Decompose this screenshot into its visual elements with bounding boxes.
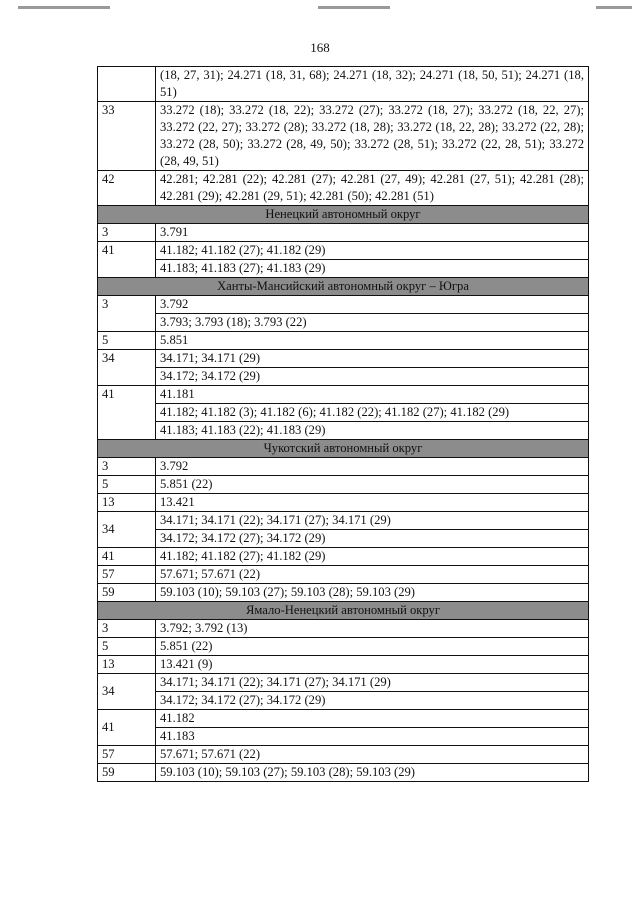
- values-cell: 33.272 (18); 33.272 (18, 22); 33.272 (27); 33.272 (18, 27); 33.272 (18, 22, 27); 33.272 (22, 27); 33.272 (28); 33.272 (18, 28); 33.272 (18, 22, 28); 33.272 (22, 28); 33.272 (28, 50); 33.272 (28, 49, 50); 33.272 (28, 51); 33.272 (22, 28, 51); 33.272 (28, 49, 51): [156, 102, 589, 171]
- code-cell: 59: [98, 764, 156, 782]
- region-section-header: [98, 206, 589, 224]
- code-cell: 41: [98, 548, 156, 566]
- values-cell: 41.183; 41.183 (27); 41.183 (29): [156, 260, 589, 278]
- code-cell: 57: [98, 566, 156, 584]
- code-cell: 3: [98, 296, 156, 332]
- table-row: [98, 422, 589, 440]
- values-cell: 57.671; 57.671 (22): [156, 566, 589, 584]
- table-row: [98, 692, 589, 710]
- table-row: [98, 548, 589, 566]
- table-row: [98, 674, 589, 692]
- table-row: [98, 260, 589, 278]
- table-row: [98, 566, 589, 584]
- values-cell: 34.172; 34.172 (29): [156, 368, 589, 386]
- values-cell: 41.182; 41.182 (27); 41.182 (29): [156, 242, 589, 260]
- values-cell: 3.791: [156, 224, 589, 242]
- values-cell: 34.171; 34.171 (22); 34.171 (27); 34.171 (29): [156, 512, 589, 530]
- table-row: [98, 458, 589, 476]
- values-cell: 59.103 (10); 59.103 (27); 59.103 (28); 59.103 (29): [156, 584, 589, 602]
- table-row: [98, 620, 589, 638]
- values-cell: 5.851 (22): [156, 638, 589, 656]
- code-cell: 5: [98, 638, 156, 656]
- values-cell: 41.182; 41.182 (3); 41.182 (6); 41.182 (22); 41.182 (27); 41.182 (29): [156, 404, 589, 422]
- values-cell: 42.281; 42.281 (22); 42.281 (27); 42.281 (27, 49); 42.281 (27, 51); 42.281 (28); 42.281 (29); 42.281 (29, 51); 42.281 (50); 42.281 (51): [156, 171, 589, 206]
- values-cell: 3.792: [156, 296, 589, 314]
- scan-artifact: [596, 6, 632, 9]
- table-row: [98, 102, 589, 171]
- table-row: [98, 494, 589, 512]
- code-cell: 41: [98, 386, 156, 440]
- table-row: [98, 67, 589, 102]
- code-cell: 3: [98, 458, 156, 476]
- values-cell: 5.851: [156, 332, 589, 350]
- code-cell: 42: [98, 171, 156, 206]
- scan-artifact: [318, 6, 390, 9]
- values-cell: (18, 27, 31); 24.271 (18, 31, 68); 24.271 (18, 32); 24.271 (18, 50, 51); 24.271 (18, 51): [156, 67, 589, 102]
- table-row: [98, 171, 589, 206]
- values-cell: 59.103 (10); 59.103 (27); 59.103 (28); 59.103 (29): [156, 764, 589, 782]
- code-cell: 3: [98, 620, 156, 638]
- values-cell: 57.671; 57.671 (22): [156, 746, 589, 764]
- table-row: [98, 710, 589, 728]
- values-cell: 41.183: [156, 728, 589, 746]
- table-row: [98, 746, 589, 764]
- code-cell: 34: [98, 512, 156, 548]
- region-title: Ямало-Ненецкий автономный округ: [246, 603, 440, 617]
- table-row: [98, 314, 589, 332]
- code-cell: 59: [98, 584, 156, 602]
- region-section-header: [98, 602, 589, 620]
- code-cell: 13: [98, 494, 156, 512]
- values-cell: 34.172; 34.172 (27); 34.172 (29): [156, 530, 589, 548]
- code-cell: 34: [98, 674, 156, 710]
- values-cell: 41.181: [156, 386, 589, 404]
- table-row: [98, 332, 589, 350]
- values-cell: 3.792: [156, 458, 589, 476]
- table-row: [98, 386, 589, 404]
- table-row: [98, 404, 589, 422]
- table-row: [98, 350, 589, 368]
- code-cell: [98, 67, 156, 102]
- table-row: [98, 512, 589, 530]
- values-cell: 41.183; 41.183 (22); 41.183 (29): [156, 422, 589, 440]
- table-row: [98, 656, 589, 674]
- table-row: [98, 224, 589, 242]
- region-title: Ханты-Мансийский автономный округ – Югра: [217, 279, 469, 293]
- code-cell: 41: [98, 242, 156, 278]
- page-number: 168: [310, 40, 330, 55]
- code-cell: 3: [98, 224, 156, 242]
- table-row: [98, 476, 589, 494]
- codes-table: [97, 66, 589, 782]
- table-row: [98, 764, 589, 782]
- region-title: Чукотский автономный округ: [263, 441, 423, 455]
- values-cell: 34.171; 34.171 (22); 34.171 (27); 34.171 (29): [156, 674, 589, 692]
- code-cell: 33: [98, 102, 156, 171]
- code-cell: 5: [98, 476, 156, 494]
- table-row: [98, 638, 589, 656]
- values-cell: 41.182; 41.182 (27); 41.182 (29): [156, 548, 589, 566]
- code-cell: 13: [98, 656, 156, 674]
- values-cell: 34.172; 34.172 (27); 34.172 (29): [156, 692, 589, 710]
- table-row: [98, 728, 589, 746]
- table-row: [98, 296, 589, 314]
- values-cell: 13.421: [156, 494, 589, 512]
- region-title: Ненецкий автономный округ: [265, 207, 421, 221]
- values-cell: 41.182: [156, 710, 589, 728]
- values-cell: 13.421 (9): [156, 656, 589, 674]
- code-cell: 41: [98, 710, 156, 746]
- table-row: [98, 368, 589, 386]
- code-cell: 34: [98, 350, 156, 386]
- code-cell: 5: [98, 332, 156, 350]
- table-row: [98, 584, 589, 602]
- values-cell: 34.171; 34.171 (29): [156, 350, 589, 368]
- code-cell: 57: [98, 746, 156, 764]
- table-row: [98, 242, 589, 260]
- values-cell: 5.851 (22): [156, 476, 589, 494]
- region-section-header: [98, 278, 589, 296]
- values-cell: 3.793; 3.793 (18); 3.793 (22): [156, 314, 589, 332]
- scan-artifact: [18, 6, 110, 9]
- table-row: [98, 530, 589, 548]
- region-section-header: [98, 440, 589, 458]
- values-cell: 3.792; 3.792 (13): [156, 620, 589, 638]
